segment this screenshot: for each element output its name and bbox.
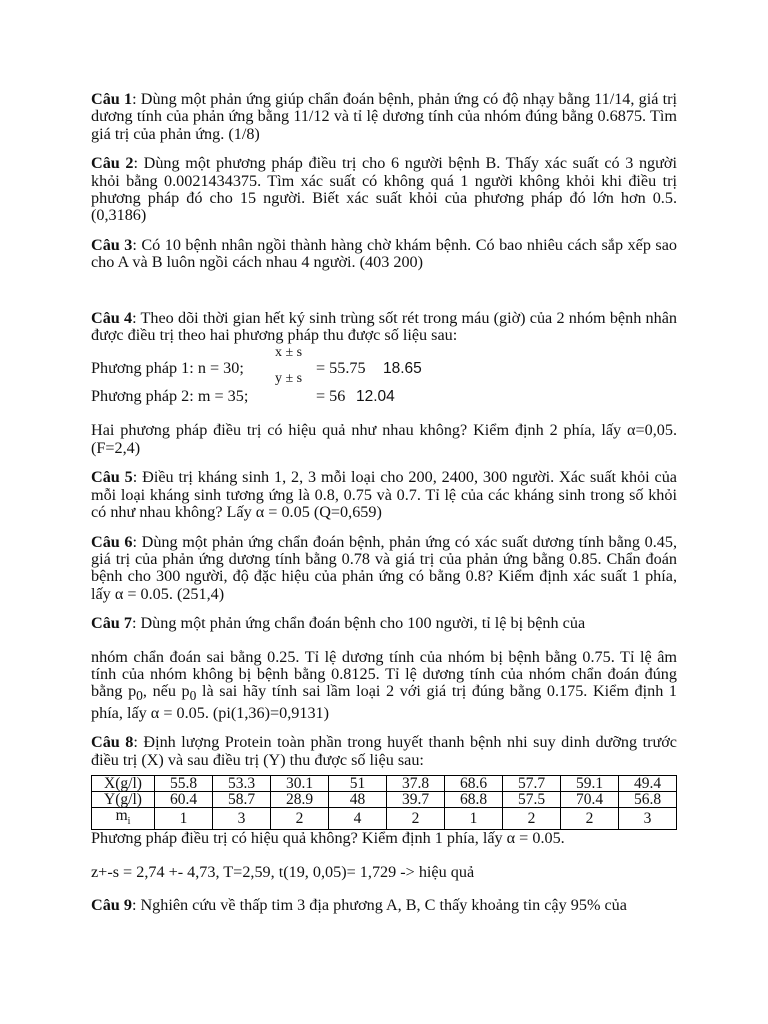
table-cell: 1 xyxy=(445,808,503,830)
question-2-text: : Dùng một phương pháp điều trị cho 6 người bệnh B. Thấy xác suất có 3 người khỏi bằng 0.0021434375. Tìm xác suất có không quá 1 người không khỏi khi điều trị phương pháp đó cho 15 người. Biết xác suất khỏi của phương pháp đó lớn hơn 0.5. (0,3186) xyxy=(91,154,677,225)
table-cell: 58.7 xyxy=(213,792,271,808)
table-cell: 2 xyxy=(271,808,329,830)
question-6-text: : Dùng một phản ứng chẩn đoán bệnh, phản ứng có xác suất dương tính bằng 0.45, giá trị của phản ứng dương tính bằng 0.78 và giá trị của phản ứng bằng 0.85. Chẩn đoán bệnh cho 300 người, độ đặc hiệu của phản ứng có bằng 0.8? Kiểm định xác suất 1 phía, lấy α = 0.05. (251,4) xyxy=(91,532,677,603)
question-6 xyxy=(91,534,677,604)
question-1-label: Câu 1 xyxy=(91,90,133,108)
table-cell: 57.7 xyxy=(503,776,561,792)
table-cell: 2 xyxy=(561,808,619,830)
document-page xyxy=(91,91,677,927)
question-5-text: : Điều trị kháng sinh 1, 2, 3 mỗi loại cho 200, 2400, 300 người. Xác suất khỏi của mỗi loại kháng sinh tương ứng là 0.8, 0.75 và 0.7. Tỉ lệ của các kháng sinh trong số khỏi có như nhau không? Lấy α = 0.05 (Q=0,659) xyxy=(91,468,677,522)
protein-data-table xyxy=(91,775,677,830)
question-8 xyxy=(91,734,677,769)
table-cell: 70.4 xyxy=(561,792,619,808)
question-9-label: Câu 9 xyxy=(91,896,132,915)
method-1-row xyxy=(91,360,677,382)
table-cell: 2 xyxy=(387,808,445,830)
table-cell: 37.8 xyxy=(387,776,445,792)
table-cell: 51 xyxy=(329,776,387,792)
table-cell: 39.7 xyxy=(387,792,445,808)
table-row-m xyxy=(92,808,677,830)
mean-y-symbol: y ± s xyxy=(275,371,303,387)
mean-x-symbol: x ± s xyxy=(275,345,303,361)
question-9 xyxy=(91,897,677,914)
question-7-cont-b: , nếu p xyxy=(142,682,190,701)
table-cell: 53.3 xyxy=(213,776,271,792)
question-5 xyxy=(91,469,677,521)
table-cell: 28.9 xyxy=(271,792,329,808)
method-1-label: Phương pháp 1: n = 30; xyxy=(91,359,244,378)
table-cell: 55.8 xyxy=(155,776,213,792)
table-cell: 2 xyxy=(503,808,561,830)
question-6-label: Câu 6 xyxy=(91,532,133,551)
table-header-m xyxy=(92,808,155,830)
table-header-x: X(g/l) xyxy=(92,776,155,792)
question-3-label: Câu 3 xyxy=(91,235,133,254)
table-cell: 49.4 xyxy=(619,776,677,792)
p0-subscript-1: 0 xyxy=(136,688,143,704)
question-5-label: Câu 5 xyxy=(91,468,133,487)
table-cell: 48 xyxy=(329,792,387,808)
method-1-sd: 18.65 xyxy=(383,360,422,378)
question-3-text: : Có 10 bệnh nhân ngồi thành hàng chờ khám bệnh. Có bao nhiêu cách sắp xếp sao cho A và B luôn ngồi cách nhau 4 người. (403 200) xyxy=(91,235,677,272)
question-4 xyxy=(91,310,677,345)
table-cell: 56.8 xyxy=(619,792,677,808)
question-4-data xyxy=(91,345,677,410)
question-8-label: Câu 8 xyxy=(91,733,134,752)
table-cell: 30.1 xyxy=(271,776,329,792)
table-header-m-text: m xyxy=(115,807,128,825)
question-2-label: Câu 2 xyxy=(91,154,134,173)
method-2-label: Phương pháp 2: m = 35; xyxy=(91,387,249,406)
question-8-after: Phương pháp điều trị có hiệu quả không? Kiểm định 1 phía, lấy α = 0.05. xyxy=(91,829,565,848)
method-2-sd: 12.04 xyxy=(356,388,395,406)
question-7-continued xyxy=(91,649,677,723)
table-cell: 60.4 xyxy=(155,792,213,808)
table-cell: 4 xyxy=(329,808,387,830)
table-cell: 1 xyxy=(155,808,213,830)
question-9-text: : Nghiên cứu về thấp tim 3 địa phương A, B, C thấy khoảng tin cậy 95% của xyxy=(131,896,627,915)
method-1-mean: = 55.75 xyxy=(316,359,366,378)
question-7-label: Câu 7 xyxy=(91,614,132,633)
method-2-mean: = 56 xyxy=(316,387,346,406)
question-7-cont-c: là sai hãy tính sai lầm loại 2 với giá trị đúng bằng 0.175. Kiểm định 1 phía, lấy α = 0.05. (pi(1,36)=0,9131) xyxy=(91,682,677,722)
table-cell: 3 xyxy=(619,808,677,830)
table-row-x xyxy=(92,776,677,792)
table-header-y: Y(g/l) xyxy=(92,792,155,808)
question-3 xyxy=(91,237,677,272)
table-cell: 57.5 xyxy=(503,792,561,808)
method-2-row xyxy=(91,388,677,410)
table-cell: 68.8 xyxy=(445,792,503,808)
question-4-tail: Hai phương pháp điều trị có hiệu quả như nhau không? Kiểm định 2 phía, lấy α=0,05. (F=2,4) xyxy=(91,421,677,457)
question-1 xyxy=(91,91,677,143)
table-header-m-sub: i xyxy=(127,816,131,828)
table-cell: 68.6 xyxy=(445,776,503,792)
question-4-text: : Theo dõi thời gian hết ký sinh trùng sốt rét trong máu (giờ) của 2 nhóm bệnh nhân được điều trị theo hai phương pháp thu được số liệu sau: xyxy=(91,308,677,345)
question-7-text: : Dùng một phản ứng chẩn đoán bệnh cho 100 người, tỉ lệ bị bệnh của xyxy=(131,614,586,633)
question-1-text: : Dùng một phản ứng giúp chẩn đoán bệnh, phản ứng có độ nhạy bằng 11/14, giá trị dương tính của phản ứng bằng 11/12 và tỉ lệ dương tính của nhóm đúng bằng 0.6875. Tìm giá trị của phản ứng. (1/8) xyxy=(91,90,677,143)
question-2 xyxy=(91,155,677,225)
question-4-label: Câu 4 xyxy=(91,308,133,327)
question-7-cont-a: nhóm chẩn đoán sai bằng 0.25. Tỉ lệ dương tính của nhóm bị bệnh bằng 0.75. Tỉ lệ âm tính của nhóm không bị bệnh bằng 0.8125. Tỉ lệ dương tính của nhóm chẩn đoán đúng bằng p xyxy=(91,647,677,701)
table-row-y xyxy=(92,792,677,808)
table-cell: 59.1 xyxy=(561,776,619,792)
question-8-answer: z+-s = 2,74 +- 4,73, T=2,59, t(19, 0,05)= 1,729 -> hiệu quả xyxy=(91,862,475,881)
table-cell: 3 xyxy=(213,808,271,830)
p0-subscript-2: 0 xyxy=(189,688,197,704)
question-7 xyxy=(91,615,677,632)
question-8-text: : Định lượng Protein toàn phần trong huyết thanh bệnh nhi suy dinh dưỡng trước điều trị (X) và sau điều trị (Y) thu được số liệu sau: xyxy=(91,733,677,769)
